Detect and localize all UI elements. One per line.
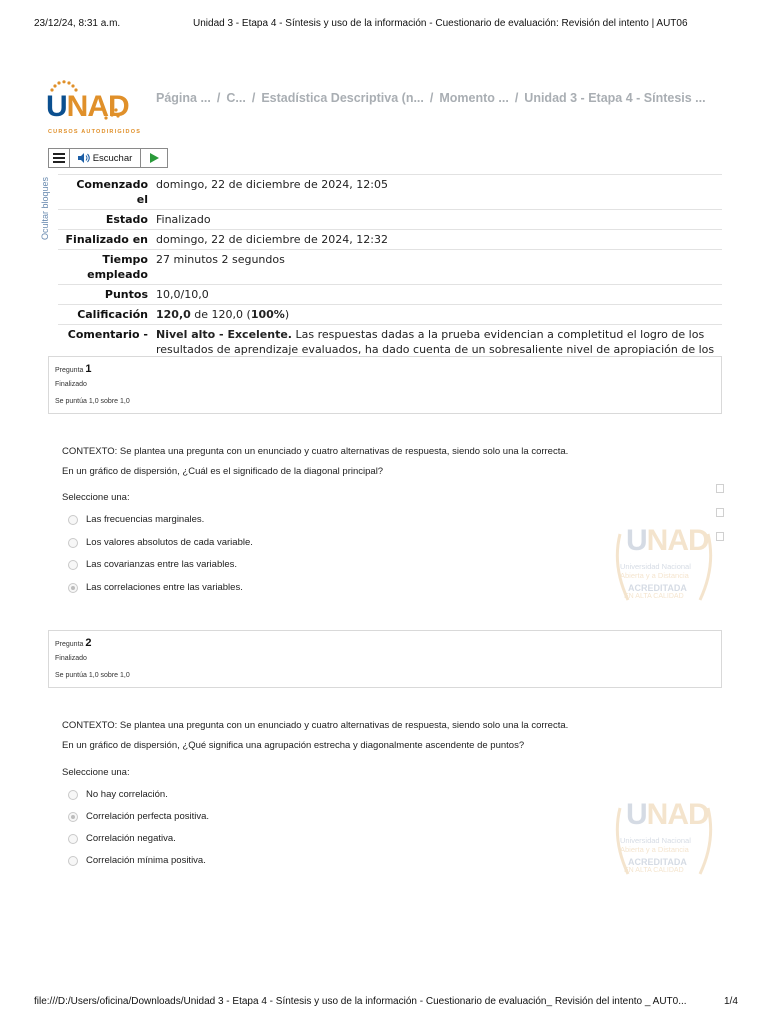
radio-button[interactable]	[68, 538, 78, 548]
watermark-logo: UNAD	[626, 524, 709, 557]
watermark-line-1: Universidad Nacional	[620, 562, 691, 571]
watermark-line-3: ACREDITADA	[628, 583, 687, 593]
breadcrumb-item-c[interactable]: C...	[226, 91, 246, 105]
radio-button-selected[interactable]	[68, 812, 78, 822]
speaker-icon	[78, 153, 90, 163]
accreditation-watermark	[610, 798, 718, 882]
watermark-logo: UNAD	[626, 798, 709, 831]
breadcrumb-item-page[interactable]: Página ...	[156, 91, 211, 105]
play-button[interactable]	[141, 149, 167, 167]
question-1-option-c[interactable]: Las covarianzas entre las variables.	[68, 559, 237, 570]
question-2-option-b[interactable]: Correlación perfecta positiva.	[68, 811, 209, 822]
radio-button[interactable]	[68, 560, 78, 570]
time-label: Tiempo empleado	[58, 250, 152, 285]
logo-subtitle: CURSOS AUTODIRIGIDOS	[48, 129, 142, 135]
question-state: Finalizado	[55, 381, 87, 388]
watermark-line-1: Universidad Nacional	[620, 836, 691, 845]
question-1-option-d[interactable]: Las correlaciones entre las variables.	[68, 582, 243, 593]
question-2-context: CONTEXTO: Se plantea una pregunta con un enunciado y cuatro alternativas de respuesta, siendo solo una la correcta.	[62, 720, 569, 731]
listen-button[interactable]	[70, 149, 141, 167]
print-date: 23/12/24, 8:31 a.m.	[34, 18, 121, 29]
hamburger-icon	[53, 153, 65, 163]
radio-button[interactable]	[68, 856, 78, 866]
question-1-select-label: Seleccione una:	[62, 492, 130, 503]
summary-row-points	[58, 285, 722, 305]
menu-button[interactable]	[49, 149, 70, 167]
watermark-line-2: Abierta y a Distancia	[620, 845, 689, 854]
summary-row-time	[58, 250, 722, 285]
radio-button[interactable]	[68, 790, 78, 800]
unad-logo[interactable]	[46, 80, 142, 140]
hide-blocks-toggle[interactable]	[38, 178, 54, 242]
watermark-line-2: Abierta y a Distancia	[620, 571, 689, 580]
comment-value: Nivel alto - Excelente. Las respuestas dadas a la prueba evidencian a completitud el logro de los resultados de aprendizaje evaluados, ha dado cuenta de un sobresaliente nivel de apropiación de los	[152, 325, 722, 375]
summary-row-state	[58, 210, 722, 230]
points-value: 10,0/10,0	[152, 285, 722, 305]
watermark-line-4: EN ALTA CALIDAD	[624, 593, 684, 600]
comment-label: Comentario -	[58, 325, 152, 375]
summary-row-grade	[58, 305, 722, 325]
breadcrumb	[156, 91, 706, 105]
question-2-prompt: En un gráfico de dispersión, ¿Qué significa una agrupación estrecha y diagonalmente ascendente de puntos?	[62, 740, 525, 751]
breadcrumb-separator: /	[216, 91, 221, 105]
started-value: domingo, 22 de diciembre de 2024, 12:05	[152, 175, 722, 210]
time-value: 27 minutos 2 segundos	[152, 250, 722, 285]
radio-button[interactable]	[68, 834, 78, 844]
question-1-prompt: En un gráfico de dispersión, ¿Cuál es el significado de la diagonal principal?	[62, 466, 384, 477]
question-number: Pregunta 2	[55, 637, 92, 649]
question-2-select-label: Seleccione una:	[62, 767, 130, 778]
accreditation-watermark	[610, 524, 718, 608]
breadcrumb-separator: /	[251, 91, 256, 105]
print-page-number: 1/4	[724, 996, 738, 1007]
question-grade: Se puntúa 1,0 sobre 1,0	[55, 672, 130, 679]
question-1-info	[48, 356, 722, 414]
logo-wordmark: UNAD	[46, 90, 129, 123]
question-2-option-d[interactable]: Correlación mínima positiva.	[68, 855, 206, 866]
radio-button[interactable]	[68, 515, 78, 525]
question-2-option-c[interactable]: Correlación negativa.	[68, 833, 176, 844]
breadcrumb-item-unit[interactable]: Unidad 3 - Etapa 4 - Síntesis ...	[524, 91, 706, 105]
points-label: Puntos	[58, 285, 152, 305]
question-2-option-a[interactable]: No hay correlación.	[68, 789, 168, 800]
state-label: Estado	[58, 210, 152, 230]
started-label: Comenzado el	[58, 175, 152, 210]
play-icon	[150, 153, 159, 163]
grade-value: 120,0 de 120,0 (100%)	[152, 305, 722, 325]
question-2-info	[48, 630, 722, 688]
flag-checkbox[interactable]	[716, 508, 724, 517]
listen-label: Escuchar	[92, 152, 133, 164]
watermark-line-3: ACREDITADA	[628, 857, 687, 867]
summary-row-finished	[58, 230, 722, 250]
breadcrumb-separator: /	[429, 91, 434, 105]
finished-value: domingo, 22 de diciembre de 2024, 12:32	[152, 230, 722, 250]
question-state: Finalizado	[55, 655, 87, 662]
print-file-path: file:///D:/Users/oficina/Downloads/Unidad 3 - Etapa 4 - Síntesis y uso de la información - Cuestionario de evaluación_ Revisión del intento _ AUT0...	[34, 996, 687, 1007]
finished-label: Finalizado en	[58, 230, 152, 250]
watermark-line-4: EN ALTA CALIDAD	[624, 867, 684, 874]
read-aloud-toolbar	[48, 148, 168, 168]
hide-blocks-label: Ocultar bloques	[40, 176, 50, 240]
flag-checkbox[interactable]	[716, 484, 724, 493]
question-grade: Se puntúa 1,0 sobre 1,0	[55, 398, 130, 405]
question-number: Pregunta 1	[55, 363, 92, 375]
grade-label: Calificación	[58, 305, 152, 325]
print-title: Unidad 3 - Etapa 4 - Síntesis y uso de la información - Cuestionario de evaluación: Revisión del intento | AUT06	[193, 18, 688, 29]
breadcrumb-separator: /	[514, 91, 519, 105]
attempt-summary-table	[58, 174, 722, 374]
question-1-option-b[interactable]: Los valores absolutos de cada variable.	[68, 537, 253, 548]
state-value: Finalizado	[152, 210, 722, 230]
breadcrumb-item-course[interactable]: Estadística Descriptiva (n...	[261, 91, 424, 105]
summary-row-started	[58, 175, 722, 210]
question-1-context: CONTEXTO: Se plantea una pregunta con un enunciado y cuatro alternativas de respuesta, siendo solo una la correcta.	[62, 446, 569, 457]
radio-button-selected[interactable]	[68, 583, 78, 593]
breadcrumb-item-moment[interactable]: Momento ...	[439, 91, 509, 105]
question-1-option-a[interactable]: Las frecuencias marginales.	[68, 514, 204, 525]
